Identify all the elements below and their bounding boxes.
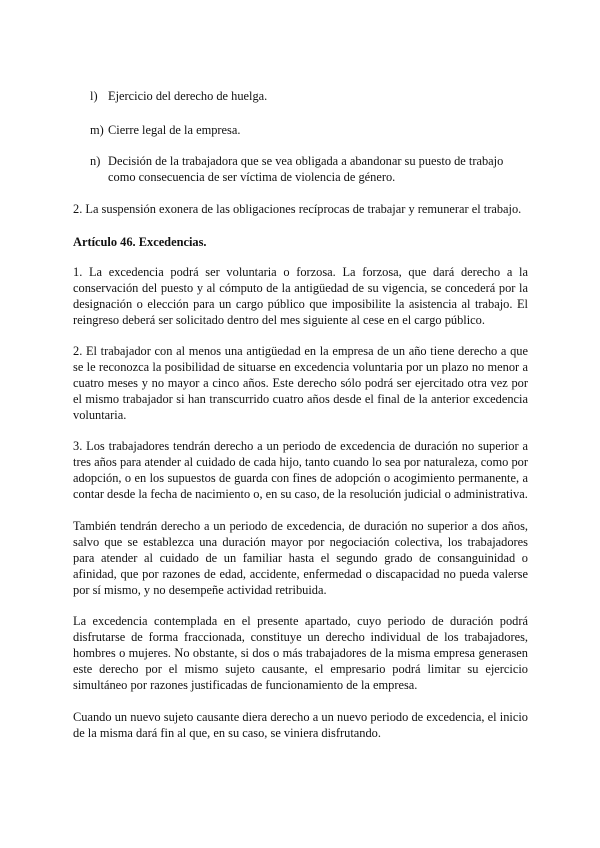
paragraph-excedencia-2: 2. El trabajador con al menos una antigüedad en la empresa de un año tiene derecho a que se le reconozca la posibilidad de situarse en excedencia voluntaria por un plazo no menor a cuatro meses y no mayor a cinco años. Este derecho sólo podrá ser ejercitado otra vez por el mismo trabajador si han transcurrido cuatro años desde el final de la anterior excedencia voluntaria. [73, 344, 528, 422]
paragraph-nuevo-sujeto: Cuando un nuevo sujeto causante diera derecho a un nuevo periodo de excedencia, el inicio de la misma dará fin al que, en su caso, se viniera disfrutando. [73, 710, 528, 740]
paragraph-excedencia-1: 1. La excedencia podrá ser voluntaria o forzosa. La forzosa, que dará derecho a la conservación del puesto y al cómputo de la antigüedad de su vigencia, se concederá por la designación o elección para un cargo público que imposibilite la asistencia al trabajo. El reingreso deberá ser solicitado dentro del mes siguiente al cese en el cargo público. [73, 265, 528, 327]
list-marker: m) [90, 123, 104, 137]
paragraph-fraccionada: La excedencia contemplada en el presente apartado, cuyo periodo de duración podrá disfrutarse de forma fraccionada, constituye un derecho individual de los trabajadores, hombres o mujeres. No obstante, si dos o más trabajadores de la misma empresa generasen este derecho por el mismo sujeto causante, el empresario podrá limitar su ejercicio simultáneo por razones justificadas de funcionamiento de la empresa. [73, 614, 528, 692]
list-item-text: Cierre legal de la empresa. [108, 123, 241, 137]
paragraph-excedencia-3: 3. Los trabajadores tendrán derecho a un periodo de excedencia de duración no superior a tres años para atender al cuidado de cada hijo, tanto cuando lo sea por naturaleza, como por adopción, o en los supuestos de guarda con fines de adopción o acogimiento permanente, a contar desde la fecha de nacimiento o, en su caso, de la resolución judicial o administrativa. [73, 439, 528, 501]
list-marker: n) [90, 154, 101, 168]
list-item-text: Decisión de la trabajadora que se vea obligada a abandonar su puesto de trabajo como consecuencia de ser víctima de violencia de género. [108, 154, 504, 184]
paragraph-suspension: 2. La suspensión exonera de las obligaciones recíprocas de trabajar y remunerar el trabajo. [73, 202, 522, 216]
paragraph-familiar: También tendrán derecho a un periodo de excedencia, de duración no superior a dos años, salvo que se establezca una duración mayor por negociación colectiva, los trabajadores para atender al cuidado de un familiar hasta el segundo grado de consanguinidad o afinidad, que por razones de edad, accidente, enfermedad o discapacidad no pueda valerse por sí mismo, y no desempeñe actividad retribuida. [73, 519, 528, 597]
article-heading: Artículo 46. Excedencias. [73, 235, 207, 249]
list-marker: l) [90, 89, 98, 103]
list-item-text: Ejercicio del derecho de huelga. [108, 89, 268, 103]
